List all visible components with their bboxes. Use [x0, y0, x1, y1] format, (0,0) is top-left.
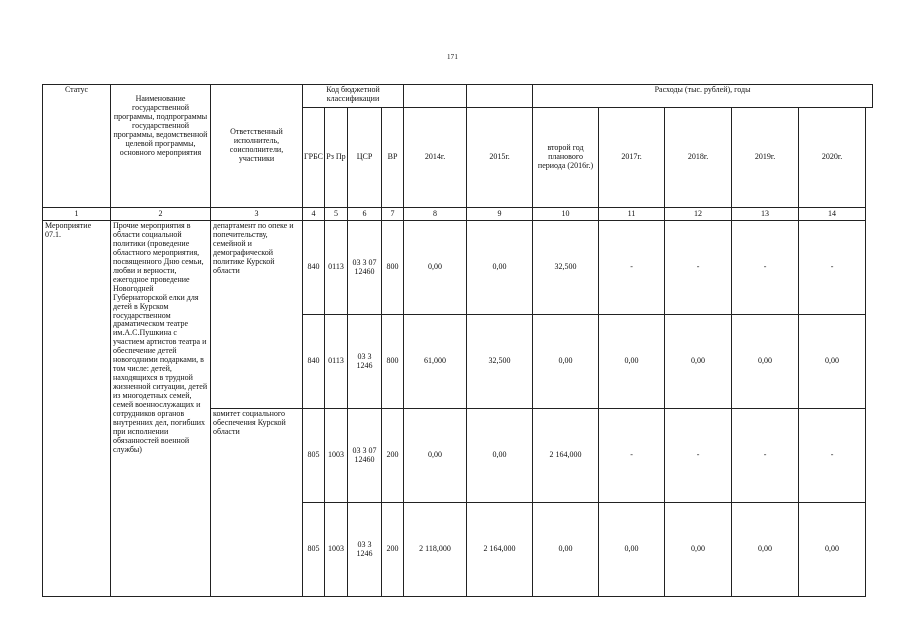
value-2017: 0,00: [599, 315, 665, 409]
header-2019: 2019г.: [732, 108, 799, 208]
header-2020: 2020г.: [799, 108, 866, 208]
vr-cell: 200: [382, 503, 404, 597]
header-vr: ВР: [382, 108, 404, 208]
header-executor: Ответственный исполнитель, соисполнители, участники: [211, 85, 303, 208]
value-2017: -: [599, 409, 665, 503]
column-number: 14: [799, 208, 866, 221]
table-row: [43, 221, 873, 315]
value-2015: 0,00: [467, 221, 533, 315]
value-2020: 0,00: [799, 315, 866, 409]
column-number: 2: [111, 208, 211, 221]
column-number: 5: [325, 208, 348, 221]
header-2014: 2014г.: [404, 108, 467, 208]
column-number: 7: [382, 208, 404, 221]
vr-cell: 200: [382, 409, 404, 503]
header-2016: второй год планового периода (2016г.): [533, 108, 599, 208]
value-2019: -: [732, 409, 799, 503]
vr-cell: 800: [382, 221, 404, 315]
value-2015: 0,00: [467, 409, 533, 503]
value-2016: 2 164,000: [533, 409, 599, 503]
value-2018: 0,00: [665, 315, 732, 409]
column-number: 8: [404, 208, 467, 221]
grbs-cell: 805: [303, 409, 325, 503]
value-2014: 2 118,000: [404, 503, 467, 597]
csr-cell: 03 3 1246: [348, 503, 382, 597]
header-row-top: [43, 85, 873, 108]
page-number: 171: [446, 53, 459, 61]
value-2018: -: [665, 409, 732, 503]
header-csr: ЦСР: [348, 108, 382, 208]
csr-cell: 03 3 07 12460: [348, 409, 382, 503]
column-number: 3: [211, 208, 303, 221]
value-2014: 0,00: [404, 409, 467, 503]
value-2015: 32,500: [467, 315, 533, 409]
header-2017: 2017г.: [599, 108, 665, 208]
column-number: 13: [732, 208, 799, 221]
vr-cell: 800: [382, 315, 404, 409]
event-name: Прочие мероприятия в области социальной политики (проведение областного мероприятия, посвященного Дню семьи, любви и верности, ежегодное проведение Новогодней Губернаторской елки для детей в Курском государственном драматическом театре им.А.С.Пушкина с участием артистов театра и обеспечение детей новогодними подарками, в том числе: детей, находящихся в трудной жизненной ситуации, детей из многодетных семей, семей военнослужащих и сотрудников органов внутренних дел, погибших при исполнении обязанностей военной службы): [111, 221, 211, 597]
value-2014: 61,000: [404, 315, 467, 409]
value-2018: 0,00: [665, 503, 732, 597]
event-status: Мероприятие 07.1.: [43, 221, 111, 597]
grbs-cell: 840: [303, 221, 325, 315]
column-number-row: [43, 208, 873, 221]
header-2018: 2018г.: [665, 108, 732, 208]
header-grbs: ГРБС: [303, 108, 325, 208]
value-2016: 0,00: [533, 503, 599, 597]
value-2017: -: [599, 221, 665, 315]
column-number: 6: [348, 208, 382, 221]
column-number: 4: [303, 208, 325, 221]
executor-department: департамент по опеке и попечительству, семейной и демографической политике Курской области: [211, 221, 303, 409]
column-number: 12: [665, 208, 732, 221]
rz-pr-cell: 1003: [325, 409, 348, 503]
column-number: 9: [467, 208, 533, 221]
column-number: 1: [43, 208, 111, 221]
csr-cell: 03 3 1246: [348, 315, 382, 409]
header-spacer-2015: [467, 85, 533, 108]
header-status: Статус: [43, 85, 111, 208]
grbs-cell: 840: [303, 315, 325, 409]
value-2017: 0,00: [599, 503, 665, 597]
column-number: 11: [599, 208, 665, 221]
value-2019: 0,00: [732, 315, 799, 409]
value-2020: -: [799, 221, 866, 315]
value-2015: 2 164,000: [467, 503, 533, 597]
budget-table: [42, 84, 873, 597]
value-2019: 0,00: [732, 503, 799, 597]
value-2019: -: [732, 221, 799, 315]
rz-pr-cell: 0113: [325, 315, 348, 409]
header-rz-pr: Рз Пр: [325, 108, 348, 208]
csr-cell: 03 3 07 12460: [348, 221, 382, 315]
header-budget-code: Код бюджетной классификации: [303, 85, 404, 108]
header-2015: 2015г.: [467, 108, 533, 208]
value-2016: 0,00: [533, 315, 599, 409]
rz-pr-cell: 0113: [325, 221, 348, 315]
value-2018: -: [665, 221, 732, 315]
value-2014: 0,00: [404, 221, 467, 315]
grbs-cell: 805: [303, 503, 325, 597]
header-spacer-2014: [404, 85, 467, 108]
column-number: 10: [533, 208, 599, 221]
value-2020: 0,00: [799, 503, 866, 597]
executor-committee: комитет социального обеспечения Курской области: [211, 409, 303, 597]
header-program-name: Наименование государственной программы, подпрограммы государственной программы, ведомственной целевой программы, основного мероприятия: [111, 85, 211, 208]
rz-pr-cell: 1003: [325, 503, 348, 597]
header-expenses: Расходы (тыс. рублей), годы: [533, 85, 873, 108]
value-2016: 32,500: [533, 221, 599, 315]
value-2020: -: [799, 409, 866, 503]
